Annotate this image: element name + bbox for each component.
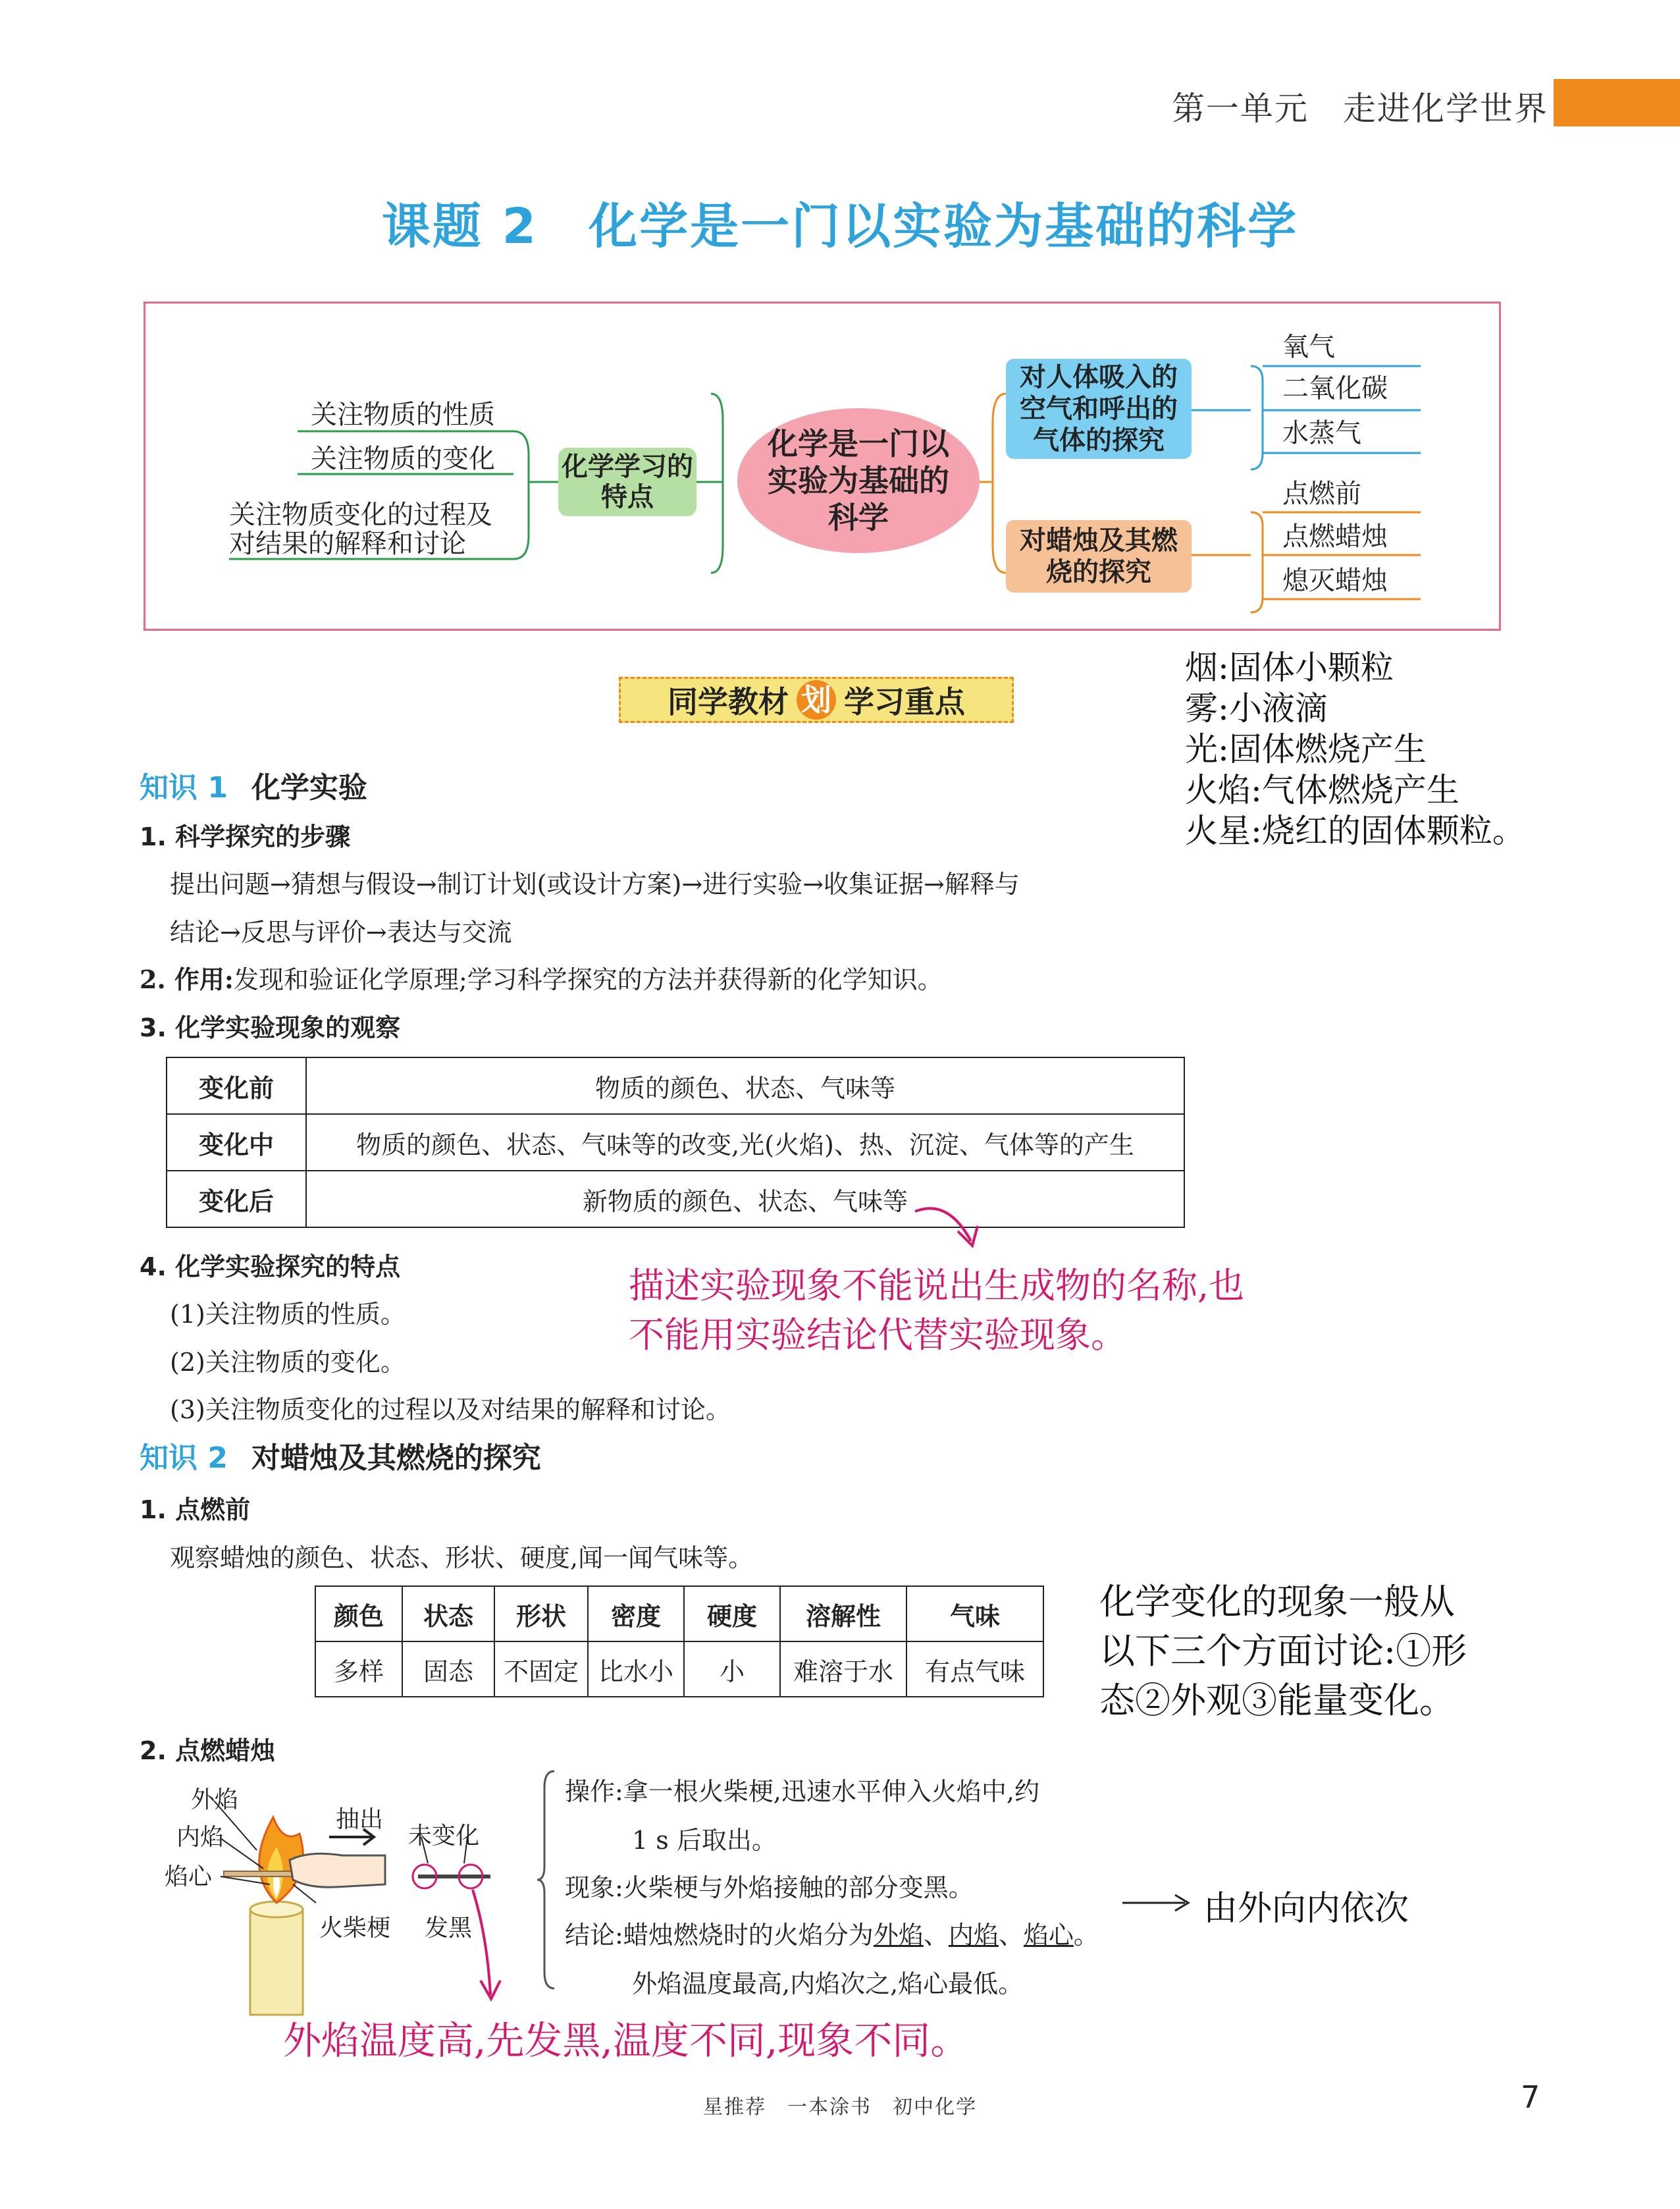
note-red-2: 不能用实验结论代替实验现象。 xyxy=(629,1314,1126,1356)
conclusion-prefix: 结论:蜡烛燃烧时的火焰分为 xyxy=(565,1921,874,1950)
conclusion-line-2: 外焰温度最高,内焰次之,焰心最低。 xyxy=(632,1969,1024,1998)
note-smoke: 烟:固体小颗粒 xyxy=(1185,649,1394,687)
label-flame-core: 焰心 xyxy=(165,1863,213,1890)
unit-header: 第一单元 走进化学世界 xyxy=(1172,90,1548,128)
table-row xyxy=(315,1641,1043,1697)
right-top-item-3: 水蒸气 xyxy=(1282,418,1361,448)
annotation-arrow xyxy=(908,1185,987,1258)
note-right-3: 态②外观③能量变化。 xyxy=(1099,1680,1455,1721)
prop-head: 颜色 xyxy=(315,1586,402,1641)
k1-function-text: 发现和验证化学原理;学习科学探究的方法并获得新的化学知识。 xyxy=(233,965,943,994)
knowledge1-title: 化学实验 xyxy=(251,771,367,805)
label-outer-flame: 外焰 xyxy=(191,1786,239,1813)
table-cell: 新物质的颜色、状态、气味等 xyxy=(306,1171,1184,1227)
table-row xyxy=(167,1171,1184,1227)
answer-inner: 内焰 xyxy=(948,1921,999,1950)
k1-feature-1: (1)关注物质的性质。 xyxy=(170,1300,406,1329)
prop-value: 固态 xyxy=(402,1641,494,1697)
candle-body xyxy=(250,1909,303,2015)
left-item-2: 关注物质的变化 xyxy=(311,444,495,474)
conclusion-sep-1: 、 xyxy=(923,1921,949,1950)
note-fog: 雾:小液滴 xyxy=(1185,689,1328,728)
right-top-item-1: 氧气 xyxy=(1282,332,1335,362)
header-accent-bar xyxy=(1554,79,1680,126)
k1-function xyxy=(140,959,943,996)
note-right-2: 以下三个方面讨论:①形 xyxy=(1099,1630,1467,1672)
op-line-2: 1 s 后取出。 xyxy=(632,1826,777,1855)
table-cell: 物质的颜色、状态、气味等的改变,光(火焰)、热、沉淀、气体等的产生 xyxy=(306,1114,1184,1171)
prop-head: 溶解性 xyxy=(780,1586,906,1641)
table-cell: 物质的颜色、状态、气味等 xyxy=(306,1057,1184,1114)
hand xyxy=(290,1853,385,1887)
note-order: 由外向内依次 xyxy=(1203,1889,1409,1929)
prop-head: 形状 xyxy=(494,1586,588,1641)
conclusion xyxy=(565,1915,1099,1951)
note-spark: 火星:烧红的固体颗粒。 xyxy=(1185,812,1525,850)
op-line-1: 操作:拿一根火柴梗,迅速水平伸入火焰中,约 xyxy=(565,1777,1039,1806)
k1-steps-line2: 结论→反思与评价→表达与交流 xyxy=(170,918,512,947)
node-learning-features: 化学学习的特点 xyxy=(558,448,696,516)
right-bottom-item-3: 熄灭蜡烛 xyxy=(1282,566,1388,596)
table-row xyxy=(167,1114,1184,1171)
prop-value: 难溶于水 xyxy=(780,1641,906,1697)
table-label: 变化中 xyxy=(167,1114,306,1171)
knowledge1-heading xyxy=(140,764,367,806)
answer-outer: 外焰 xyxy=(873,1921,924,1950)
note-red-1: 描述实验现象不能说出生成物的名称,也 xyxy=(629,1265,1245,1306)
experiment-brace xyxy=(535,1768,561,1992)
prop-head: 状态 xyxy=(402,1586,494,1641)
knowledge2-heading xyxy=(140,1434,541,1476)
table-row xyxy=(315,1586,1043,1641)
label-match: 火柴梗 xyxy=(319,1915,391,1942)
note-bottom-red: 外焰温度高,先发黑,温度不同,现象不同。 xyxy=(283,2018,969,2063)
knowledge2-num: 知识 2 xyxy=(140,1441,228,1475)
label-blackened: 发黑 xyxy=(425,1915,473,1942)
phenomenon: 现象:火柴梗与外焰接触的部分变黑。 xyxy=(565,1873,974,1902)
footer: 星推荐 一本涂书 初中化学 xyxy=(703,2096,977,2119)
conclusion-end: 。 xyxy=(1073,1921,1099,1950)
k1-steps-line1: 提出问题→猜想与假设→制订计划(或设计方案)→进行实验→收集证据→解释与 xyxy=(170,870,1020,899)
properties-table xyxy=(315,1585,1044,1697)
node-candle: 对蜡烛及其燃烧的探究 xyxy=(1006,520,1192,593)
study-banner xyxy=(619,677,1014,723)
order-arrow xyxy=(1119,1890,1198,1916)
right-bottom-item-2: 点燃蜡烛 xyxy=(1282,521,1388,552)
left-item-1: 关注物质的性质 xyxy=(311,400,495,430)
label-unchanged: 未变化 xyxy=(408,1823,480,1850)
page-number: 7 xyxy=(1521,2079,1540,2115)
note-light: 光:固体燃烧产生 xyxy=(1185,730,1427,768)
prop-head: 密度 xyxy=(588,1586,684,1641)
prop-value: 小 xyxy=(684,1641,780,1697)
right-top-item-2: 二氧化碳 xyxy=(1282,373,1388,404)
table-label: 变化前 xyxy=(167,1057,306,1114)
table-row xyxy=(167,1057,1184,1114)
note-right-1: 化学变化的现象一般从 xyxy=(1099,1581,1455,1622)
prop-value: 比水小 xyxy=(588,1641,684,1697)
prop-value: 多样 xyxy=(315,1641,402,1697)
k1-function-label: 2. 作用: xyxy=(140,965,234,994)
prop-head: 气味 xyxy=(906,1586,1043,1641)
banner-mark: 划 xyxy=(797,680,836,720)
observe-table xyxy=(166,1057,1185,1228)
knowledge2-title: 对蜡烛及其燃烧的探究 xyxy=(251,1441,541,1475)
knowledge1-num: 知识 1 xyxy=(140,771,228,805)
right-bottom-item-1: 点燃前 xyxy=(1282,479,1361,509)
banner-left: 同学教材 xyxy=(668,684,789,720)
note-flame: 火焰:气体燃烧产生 xyxy=(1185,771,1459,809)
conclusion-sep-2: 、 xyxy=(998,1921,1024,1950)
page-title: 课题 2 化学是一门以实验为基础的科学 xyxy=(381,198,1299,255)
label-inner-flame: 内焰 xyxy=(176,1824,224,1851)
prop-value: 不固定 xyxy=(494,1641,588,1697)
label-pull-out: 抽出 xyxy=(336,1806,384,1833)
k1-observe-heading: 3. 化学实验现象的观察 xyxy=(140,1013,401,1042)
k1-step-heading: 1. 科学探究的步骤 xyxy=(140,822,351,851)
k1-features-heading: 4. 化学实验探究的特点 xyxy=(140,1252,401,1281)
k2-light-heading: 2. 点燃蜡烛 xyxy=(140,1736,276,1765)
banner-right: 学习重点 xyxy=(844,684,965,720)
prop-head: 硬度 xyxy=(684,1586,780,1641)
node-center: 化学是一门以实验为基础的科学 xyxy=(737,408,980,553)
k2-before-heading: 1. 点燃前 xyxy=(140,1495,251,1524)
answer-core: 焰心 xyxy=(1023,1921,1074,1950)
k1-feature-2: (2)关注物质的变化。 xyxy=(170,1348,406,1377)
k1-feature-3: (3)关注物质变化的过程以及对结果的解释和讨论。 xyxy=(170,1395,731,1424)
node-breath-gas: 对人体吸入的空气和呼出的气体的探究 xyxy=(1006,359,1192,459)
left-item-3: 关注物质变化的过程及对结果的解释和讨论 xyxy=(229,500,492,559)
prop-value: 有点气味 xyxy=(906,1641,1043,1697)
table-label: 变化后 xyxy=(167,1171,306,1227)
k2-before-text: 观察蜡烛的颜色、状态、形状、硬度,闻一闻气味等。 xyxy=(170,1543,754,1572)
